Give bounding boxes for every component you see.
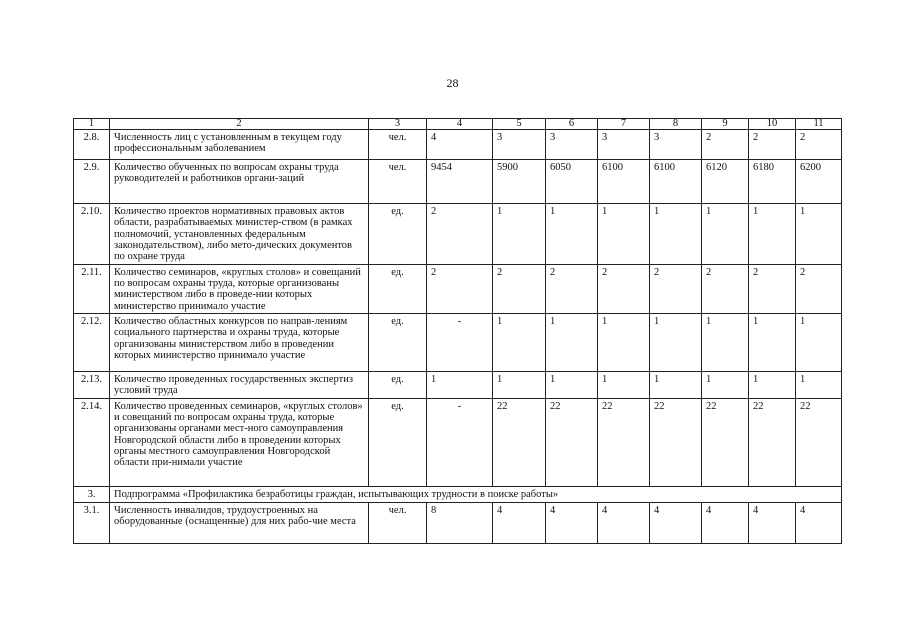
value-cell: 2 <box>427 264 493 313</box>
value-cell: 1 <box>598 371 650 398</box>
indicator-name: Количество областных конкурсов по направ-лениям социального партнерства и охраны труда, которые организованы министерством либо в проведении которых министерство принимало участие <box>110 313 369 371</box>
value-cell: 1 <box>749 204 796 265</box>
value-cell: 1 <box>598 313 650 371</box>
value-cell: 4 <box>598 502 650 543</box>
page-number: 28 <box>446 76 459 90</box>
col-header: 3 <box>369 119 427 130</box>
subprogram-title: Подпрограмма «Профилактика безработицы граждан, испытывающих трудности в поиске работы» <box>110 486 842 502</box>
unit-cell: ед. <box>369 264 427 313</box>
value-cell: 22 <box>796 398 842 486</box>
value-cell: 1 <box>796 371 842 398</box>
value-cell: 9454 <box>427 160 493 204</box>
col-header: 11 <box>796 119 842 130</box>
table-row <box>74 398 842 486</box>
table-row <box>74 371 842 398</box>
value-cell: 1 <box>493 313 546 371</box>
value-cell: 6120 <box>702 160 749 204</box>
value-cell: 6180 <box>749 160 796 204</box>
value-cell: 3 <box>493 130 546 160</box>
value-cell: 1 <box>702 204 749 265</box>
indicator-name: Количество семинаров, «круглых столов» и совещаний по вопросам охраны труда, которые организованы министерством либо в проведе-нии которых министерство принимало участие <box>110 264 369 313</box>
indicators-table <box>73 118 842 544</box>
col-header: 5 <box>493 119 546 130</box>
indicator-name: Количество проектов нормативных правовых актов области, разрабатываемых министер-ством (в рамках полномочий, установленных федеральным законодательством), либо мето-дических документов по охране труда <box>110 204 369 265</box>
value-cell: 22 <box>749 398 796 486</box>
value-cell: 22 <box>598 398 650 486</box>
value-cell: 1 <box>796 204 842 265</box>
unit-cell: чел. <box>369 502 427 543</box>
value-cell: 1 <box>702 371 749 398</box>
value-cell: 1 <box>650 204 702 265</box>
value-cell: 2 <box>796 130 842 160</box>
col-header: 9 <box>702 119 749 130</box>
value-cell: 1 <box>427 371 493 398</box>
col-header: 1 <box>74 119 110 130</box>
value-cell: 22 <box>493 398 546 486</box>
table-row <box>74 160 842 204</box>
value-cell: 1 <box>546 371 598 398</box>
unit-cell: чел. <box>369 160 427 204</box>
row-number: 2.14. <box>74 398 110 486</box>
value-cell: 2 <box>546 264 598 313</box>
value-cell: 1 <box>598 204 650 265</box>
value-cell: 2 <box>749 130 796 160</box>
table-row <box>74 264 842 313</box>
indicator-name: Численность инвалидов, трудоустроенных на оборудованные (оснащенные) для них рабо-чие места <box>110 502 369 543</box>
table-row <box>74 130 842 160</box>
row-number: 3. <box>74 486 110 502</box>
value-cell: 4 <box>749 502 796 543</box>
value-cell: 2 <box>650 264 702 313</box>
table-row <box>74 502 842 543</box>
row-number: 2.10. <box>74 204 110 265</box>
value-cell: 1 <box>493 371 546 398</box>
value-cell: 1 <box>749 371 796 398</box>
unit-cell: ед. <box>369 371 427 398</box>
value-cell: 2 <box>796 264 842 313</box>
value-cell: 2 <box>598 264 650 313</box>
value-cell: 6100 <box>650 160 702 204</box>
indicator-name: Количество проведенных государственных экспертиз условий труда <box>110 371 369 398</box>
indicator-name: Численность лиц с установленным в текущем году профессиональным заболеванием <box>110 130 369 160</box>
value-cell: 1 <box>650 371 702 398</box>
header-row <box>74 119 842 130</box>
unit-cell: ед. <box>369 398 427 486</box>
value-cell: 2 <box>702 130 749 160</box>
table-row <box>74 204 842 265</box>
row-number: 3.1. <box>74 502 110 543</box>
value-cell: 2 <box>427 204 493 265</box>
value-cell: 22 <box>702 398 749 486</box>
value-cell: 4 <box>493 502 546 543</box>
col-header: 8 <box>650 119 702 130</box>
value-cell: 8 <box>427 502 493 543</box>
value-cell: 1 <box>702 313 749 371</box>
value-cell: 6050 <box>546 160 598 204</box>
indicator-name: Количество проведенных семинаров, «круглых столов» и совещаний по вопросам охраны труда, которые организованы органами мест-ного самоуправления Новгородской области либо в проведении которых органы местного самоуправления Новгородской области при-нимали участие <box>110 398 369 486</box>
value-cell: 1 <box>546 313 598 371</box>
col-header: 10 <box>749 119 796 130</box>
value-cell: 4 <box>546 502 598 543</box>
col-header: 7 <box>598 119 650 130</box>
col-header: 4 <box>427 119 493 130</box>
value-cell: 22 <box>650 398 702 486</box>
value-cell: 2 <box>702 264 749 313</box>
value-cell: 22 <box>546 398 598 486</box>
value-cell: 4 <box>427 130 493 160</box>
value-cell: - <box>427 398 493 486</box>
table-row <box>74 313 842 371</box>
unit-cell: ед. <box>369 204 427 265</box>
unit-cell: ед. <box>369 313 427 371</box>
row-number: 2.13. <box>74 371 110 398</box>
value-cell: 4 <box>796 502 842 543</box>
value-cell: 1 <box>650 313 702 371</box>
row-number: 2.11. <box>74 264 110 313</box>
unit-cell: чел. <box>369 130 427 160</box>
row-number: 2.8. <box>74 130 110 160</box>
value-cell: 2 <box>493 264 546 313</box>
value-cell: 4 <box>650 502 702 543</box>
value-cell: 1 <box>796 313 842 371</box>
value-cell: 5900 <box>493 160 546 204</box>
indicator-name: Количество обученных по вопросам охраны труда руководителей и работников органи-заций <box>110 160 369 204</box>
value-cell: - <box>427 313 493 371</box>
row-number: 2.12. <box>74 313 110 371</box>
value-cell: 1 <box>493 204 546 265</box>
value-cell: 3 <box>546 130 598 160</box>
value-cell: 3 <box>598 130 650 160</box>
value-cell: 3 <box>650 130 702 160</box>
value-cell: 2 <box>749 264 796 313</box>
value-cell: 6100 <box>598 160 650 204</box>
col-header: 2 <box>110 119 369 130</box>
subprogram-row <box>74 486 842 502</box>
value-cell: 1 <box>546 204 598 265</box>
value-cell: 1 <box>749 313 796 371</box>
col-header: 6 <box>546 119 598 130</box>
row-number: 2.9. <box>74 160 110 204</box>
value-cell: 6200 <box>796 160 842 204</box>
value-cell: 4 <box>702 502 749 543</box>
